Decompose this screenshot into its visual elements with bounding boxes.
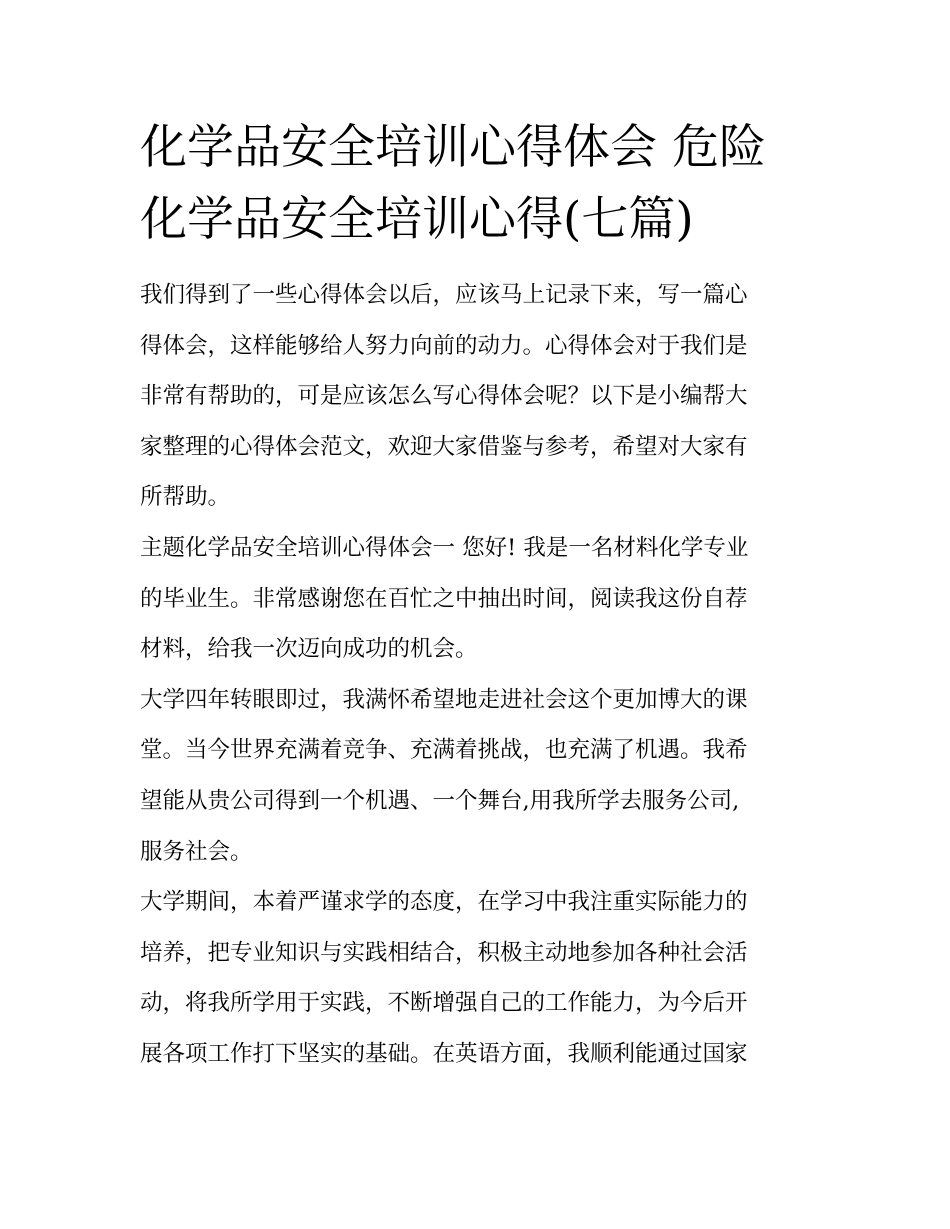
paragraph-topic-one [140, 523, 812, 675]
document-title [140, 112, 812, 256]
text-line: 堂。当今世界充满着竞争、充满着挑战，也充满了机遇。我希 [140, 737, 748, 764]
text-line: 我们得到了一些心得体会以后，应该马上记录下来，写一篇心 [140, 282, 748, 308]
paragraph-study-period [140, 877, 812, 1079]
text-line: 展各项工作打下坚实的基础。在英语方面，我顺利能通过国家 [140, 1040, 748, 1067]
text-line: 培养，把专业知识与实践相结合，积极主动地参加各种社会活 [140, 939, 748, 966]
text-line: 家整理的心得体会范文，欢迎大家借鉴与参考，希望对大家有 [140, 433, 748, 460]
text-line: 望能从贵公司得到一个机遇、一个舞台,用我所学去服务公司, [140, 787, 740, 814]
text-line: 大学期间，本着严谨求学的态度，在学习中我注重实际能力的 [140, 889, 748, 916]
text-line: 所帮助。 [140, 484, 231, 511]
text-line: 大学四年转眼即过，我满怀希望地走进社会这个更加博大的课 [140, 686, 748, 713]
text-line: 材料，给我一次迈向成功的机会。 [140, 636, 478, 663]
text-line: 主题化学品安全培训心得体会一 您好! 我是一名材料化学专业 [140, 534, 749, 561]
text-line: 非常有帮助的，可是应该怎么写心得体会呢？以下是小编帮大 [140, 383, 748, 410]
title-line: 化学品安全培训心得体会 危险 [140, 120, 766, 175]
text-line: 服务社会。 [140, 838, 253, 865]
text-line: 动，将我所学用于实践，不断增强自己的工作能力，为今后开 [140, 990, 748, 1017]
document-page [140, 112, 812, 1080]
text-line: 的毕业生。非常感谢您在百忙之中抽出时间，阅读我这份自荐 [140, 585, 748, 612]
title-line: 化学品安全培训心得(七篇) [140, 192, 694, 247]
text-line: 得体会，这样能够给人努力向前的动力。心得体会对于我们是 [140, 332, 748, 359]
paragraph-university-years [140, 675, 812, 877]
paragraph-intro [140, 270, 812, 523]
